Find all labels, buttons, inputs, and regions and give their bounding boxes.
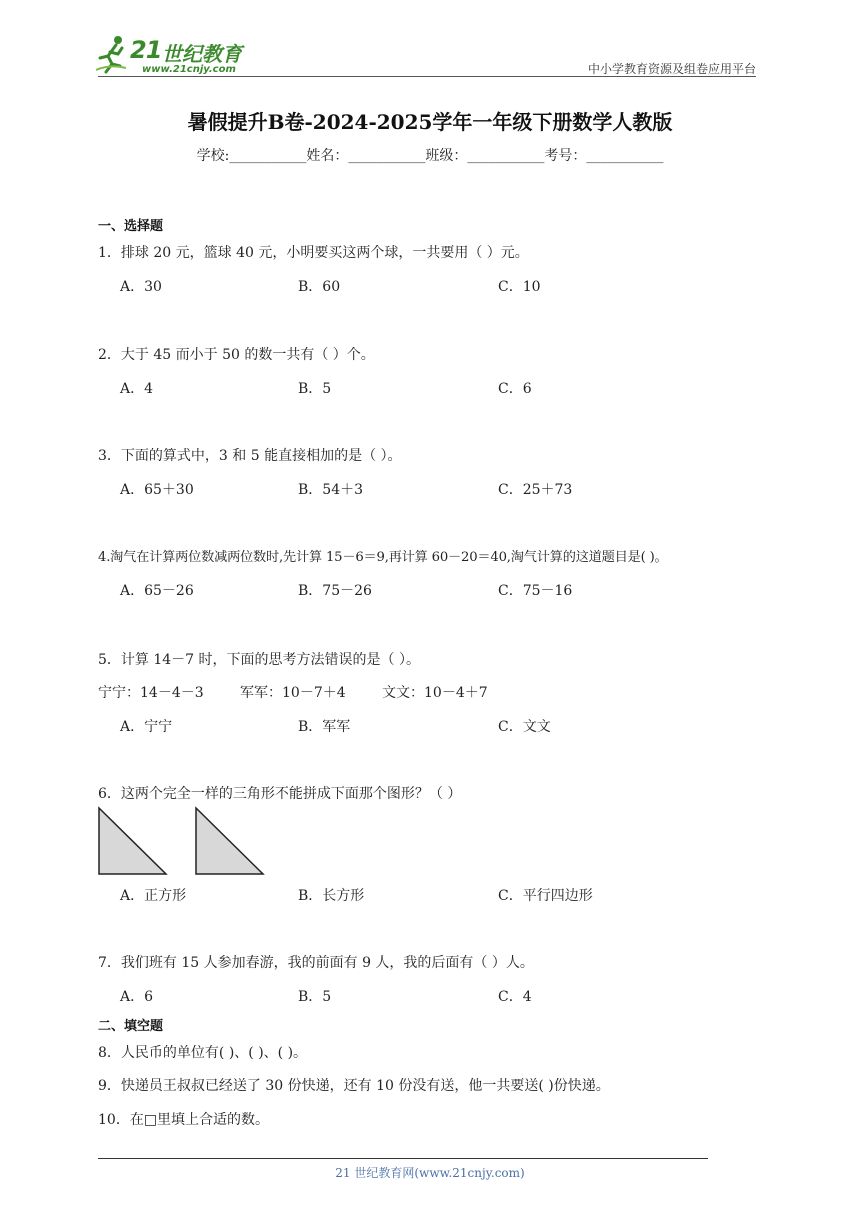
student-info-line: 学校:___________姓名：___________班级：___________考号：___________ bbox=[196, 148, 664, 164]
q3-option-a: A．65＋30 bbox=[120, 482, 194, 498]
q3-option-c: C．25＋73 bbox=[498, 482, 573, 498]
section-fill-heading: 二、填空题 bbox=[98, 1019, 164, 1034]
q2-option-c: C．6 bbox=[498, 381, 532, 397]
q4-option-b: B．75－26 bbox=[298, 583, 372, 599]
question-9: 9．快递员王叔叔已经送了 30 份快递，还有 10 份没有送，他一共要送( )份快递。 bbox=[98, 1078, 610, 1094]
q4-option-c: C．75－16 bbox=[498, 583, 573, 599]
q1-option-b: B．60 bbox=[298, 279, 341, 295]
q3-option-b: B．54＋3 bbox=[298, 482, 364, 498]
footer-text: 21 世纪教育网(www.21cnjy.com) bbox=[335, 1166, 525, 1180]
q5-method-junjun: 军军：10－7＋4 bbox=[240, 685, 346, 701]
q4-option-a: A．65－26 bbox=[120, 583, 194, 599]
q5-option-b: B．军军 bbox=[298, 719, 351, 735]
q1-option-c: C．10 bbox=[498, 279, 541, 295]
header-platform-text: 中小学教育资源及组卷应用平台 bbox=[587, 62, 756, 76]
runner-icon bbox=[96, 34, 130, 74]
question-1: 1．排球 20 元，篮球 40 元，小明要买这两个球，一共要用（ ）元。 bbox=[98, 245, 529, 261]
question-3: 3．下面的算式中，3 和 5 能直接相加的是（ ）。 bbox=[98, 448, 402, 464]
q1-option-a: A．30 bbox=[120, 279, 162, 295]
triangle-1 bbox=[99, 808, 166, 874]
question-4: 4.淘气在计算两位数减两位数时,先计算 15－6＝9,再计算 60－20＝40,淘气计算的这道题目是( )。 bbox=[98, 550, 668, 565]
q6-option-c: C．平行四边形 bbox=[498, 888, 593, 904]
q5-method-wenwen: 文文：10－4＋7 bbox=[382, 685, 488, 701]
footer-divider bbox=[98, 1158, 708, 1159]
question-6: 6．这两个完全一样的三角形不能拼成下面那个图形？（ ） bbox=[98, 786, 462, 802]
q5-method-ningning: 宁宁：14－4－3 bbox=[98, 685, 204, 701]
logo bbox=[96, 34, 266, 78]
q5-option-a: A．宁宁 bbox=[120, 719, 173, 735]
section-choice-heading: 一、选择题 bbox=[98, 219, 164, 234]
q6-option-a: A．正方形 bbox=[120, 888, 187, 904]
q5-option-c: C．文文 bbox=[498, 719, 551, 735]
question-8: 8．人民币的单位有( )、( )、( )。 bbox=[98, 1045, 308, 1061]
logo-url: www.21cnjy.com bbox=[142, 64, 236, 75]
question-5: 5．计算 14－7 时，下面的思考方法错误的是（ ）。 bbox=[98, 652, 420, 668]
logo-number: 21 bbox=[130, 36, 162, 64]
q7-option-a: A．6 bbox=[120, 989, 154, 1005]
q7-option-c: C．4 bbox=[498, 989, 532, 1005]
question-2: 2．大于 45 而小于 50 的数一共有（ ）个。 bbox=[98, 347, 375, 363]
logo-text: 世纪教育 bbox=[162, 42, 242, 66]
header-divider bbox=[98, 76, 756, 77]
question-7: 7．我们班有 15 人参加春游，我的前面有 9 人，我的后面有（ ）人。 bbox=[98, 955, 534, 971]
q7-option-b: B．5 bbox=[298, 989, 332, 1005]
q6-option-b: B．长方形 bbox=[298, 888, 365, 904]
page-title: 暑假提升B卷-2024-2025学年一年级下册数学人教版 bbox=[187, 110, 673, 134]
q2-option-a: A．4 bbox=[120, 381, 154, 397]
triangle-2 bbox=[196, 808, 263, 874]
question-10: 10．在□里填上合适的数。 bbox=[98, 1112, 270, 1128]
triangles-figure bbox=[98, 806, 268, 876]
q2-option-b: B．5 bbox=[298, 381, 332, 397]
